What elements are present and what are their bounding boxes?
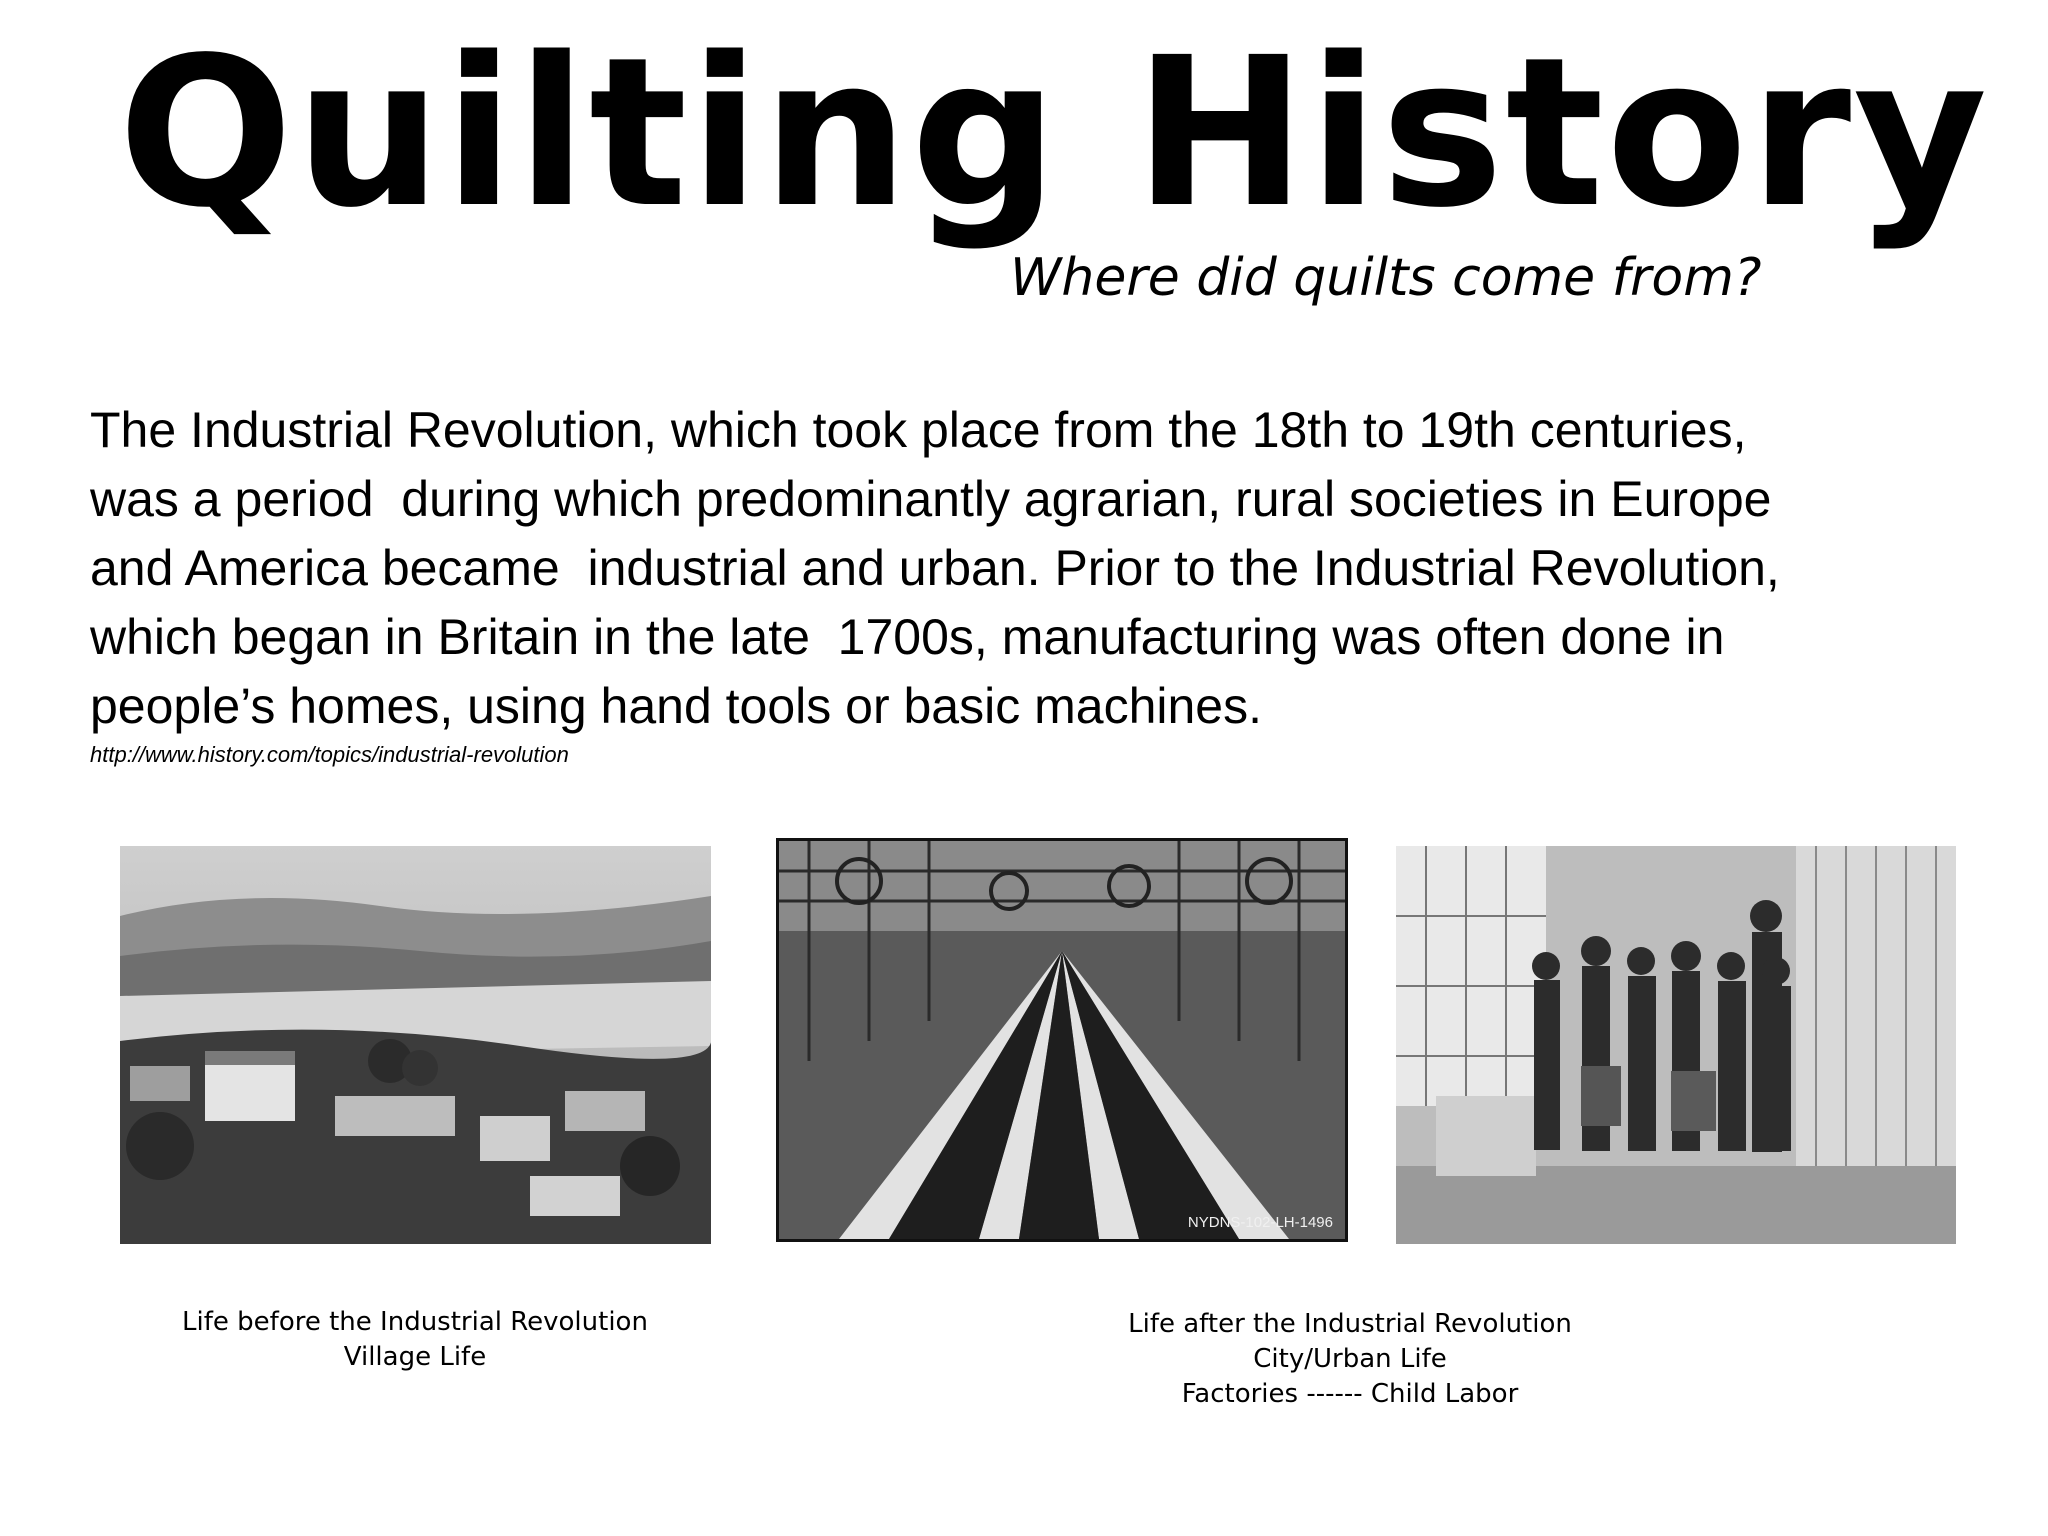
caption-after xyxy=(1070,1307,1630,1412)
paragraph-line: The Industrial Revolution, which took place from the 18th to 19th centuries, xyxy=(90,402,1747,458)
photo-watermark: NYDNS-102-LH-1496 xyxy=(1187,1214,1333,1231)
intro-paragraph xyxy=(90,396,1990,741)
caption-line: Life before the Industrial Revolution xyxy=(182,1307,648,1337)
page-title: Quilting History xyxy=(118,13,1990,253)
subtitle: Where did quilts come from? xyxy=(1010,248,1762,308)
village-photo xyxy=(120,846,711,1244)
paragraph-line: was a period during which predominantly agrarian, rural societies in Europe xyxy=(90,471,1772,527)
caption-line: Life after the Industrial Revolution xyxy=(1128,1309,1572,1339)
paragraph-line: and America became industrial and urban. Prior to the Industrial Revolution, xyxy=(90,540,1780,596)
caption-line: City/Urban Life xyxy=(1253,1344,1447,1374)
source-citation: http://www.history.com/topics/industrial-revolution xyxy=(90,742,569,767)
child-labor-photo xyxy=(1396,846,1956,1244)
caption-line: Factories ------ Child Labor xyxy=(1181,1379,1519,1409)
paragraph-line: which began in Britain in the late 1700s, manufacturing was often done in xyxy=(90,609,1725,665)
caption-before xyxy=(140,1305,690,1375)
mill-photo xyxy=(776,838,1348,1242)
caption-line: Village Life xyxy=(343,1342,487,1372)
paragraph-line: people’s homes, using hand tools or basic machines. xyxy=(90,678,1262,734)
